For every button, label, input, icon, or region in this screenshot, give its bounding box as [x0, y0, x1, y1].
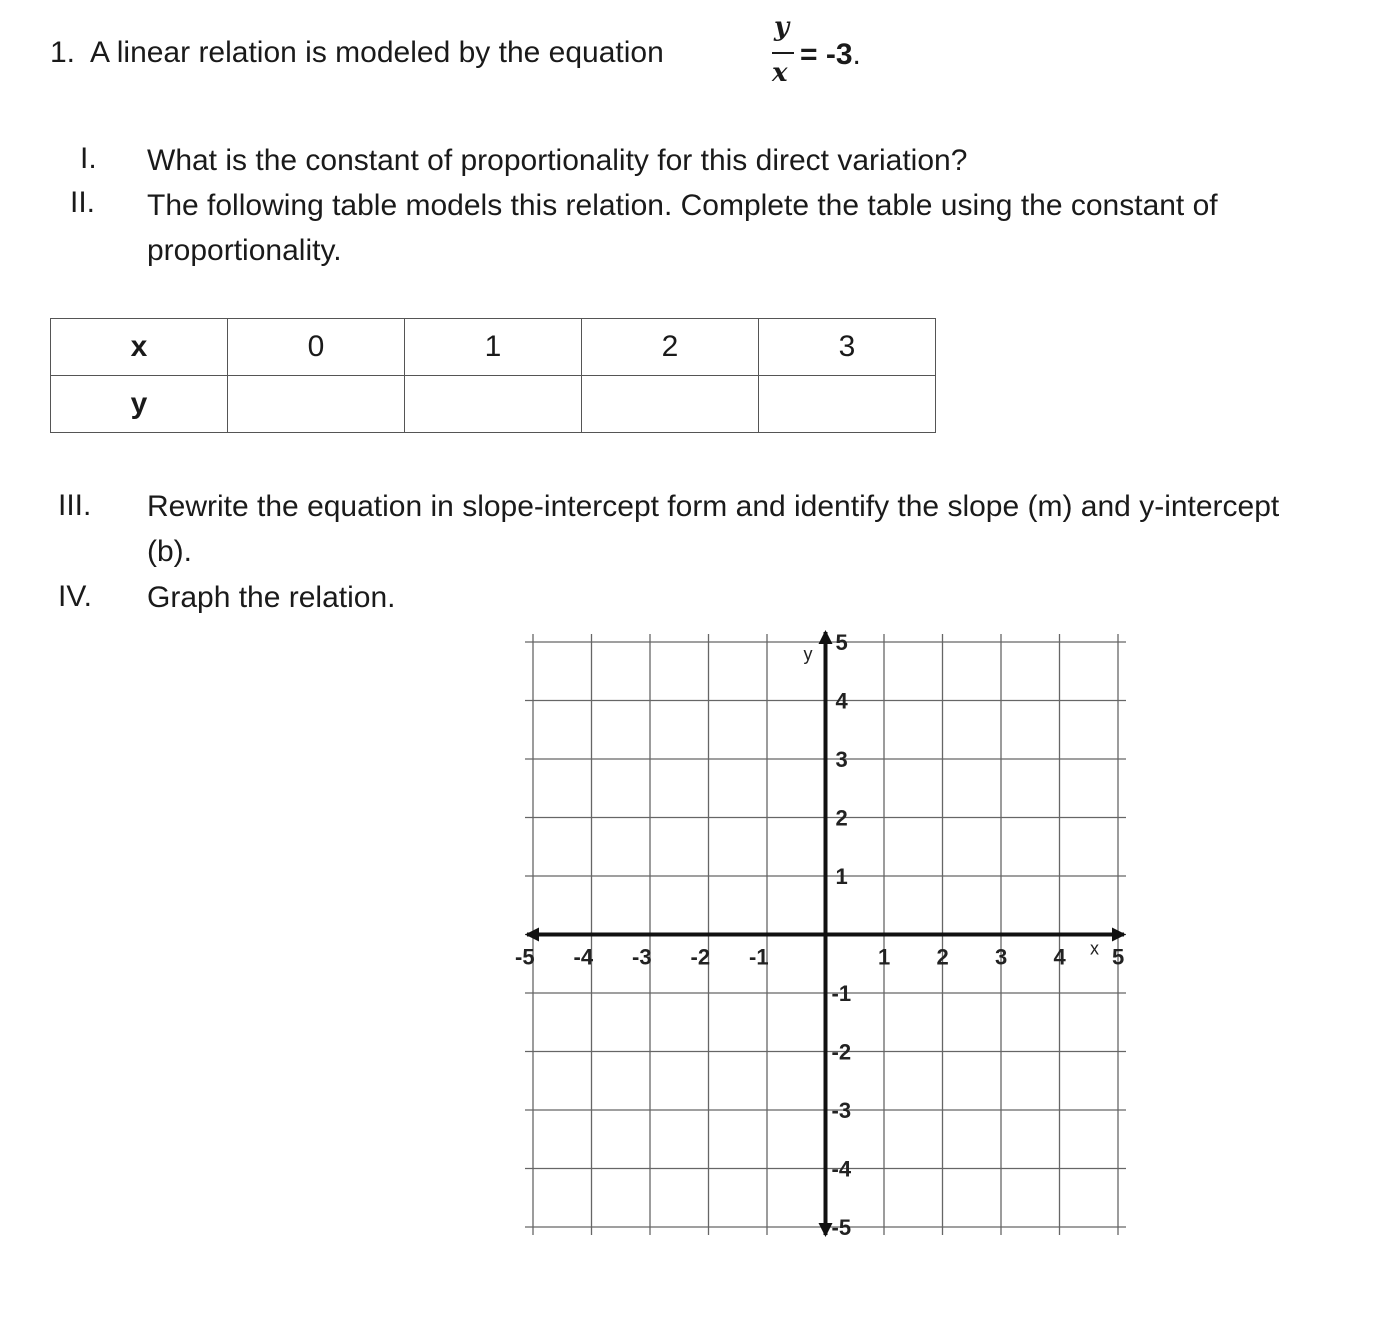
fraction-bar — [772, 52, 794, 54]
y-tick-label: 3 — [835, 747, 848, 772]
x-tick-label: -2 — [690, 944, 711, 970]
item-label-3: III. — [58, 489, 92, 522]
coordinate-grid[interactable] — [515, 625, 1150, 1250]
x-tick-label: -4 — [573, 944, 594, 970]
y-tick-label: -3 — [831, 1098, 852, 1123]
value-table — [50, 318, 936, 433]
item-text-1: What is the constant of proportionality for this direct variation? — [147, 144, 968, 177]
fraction-denominator: x — [772, 58, 788, 88]
x-tick-label: 2 — [936, 944, 949, 970]
equation-rhs — [800, 38, 861, 72]
question-text: A linear relation is modeled by the equation — [90, 36, 664, 69]
x-axis-arrow-left — [525, 928, 539, 942]
item-label-1: I. — [80, 142, 97, 175]
table-cell: 1 — [405, 319, 582, 376]
table-cell-blank[interactable] — [582, 376, 759, 433]
x-tick-label: 1 — [878, 944, 891, 970]
x-tick-label: 5 — [1112, 944, 1125, 970]
x-tick-label: -5 — [515, 944, 535, 970]
table-row-x — [51, 319, 936, 376]
fraction-numerator: y — [774, 12, 790, 42]
table-cell-blank[interactable] — [759, 376, 936, 433]
x-tick-label: 3 — [995, 944, 1008, 970]
question-line — [50, 36, 664, 70]
y-tick-label: -5 — [831, 1215, 852, 1240]
equation-period: . — [852, 38, 861, 71]
x-axis-label: x — [1090, 938, 1099, 959]
table-cell-blank[interactable] — [228, 376, 405, 433]
item-label-4: IV. — [58, 580, 92, 613]
y-tick-label: -2 — [831, 1039, 852, 1065]
item-label-2: II. — [70, 186, 96, 219]
table-cell: 0 — [228, 319, 405, 376]
item-text-4: Graph the relation. — [147, 581, 396, 614]
y-tick-label: 4 — [835, 688, 848, 714]
table-row-y — [51, 376, 936, 433]
y-tick-label: -4 — [831, 1156, 852, 1182]
y-axis-arrow-bottom — [819, 1223, 833, 1237]
item-text-3: Rewrite the equation in slope-intercept form and identify the slope (m) and y-intercept (b). — [147, 490, 1280, 568]
y-tick-label: 5 — [835, 630, 848, 655]
equation-value: = -3 — [800, 38, 853, 71]
y-tick-label: 1 — [835, 864, 848, 889]
item-text-2: The following table models this relation. Complete the table using the constant of proportionality. — [147, 189, 1218, 267]
x-tick-label: -1 — [749, 944, 769, 970]
x-axis-arrow-right — [1112, 928, 1126, 942]
table-cell: 3 — [759, 319, 936, 376]
y-tick-label: 2 — [835, 805, 848, 831]
y-axis-arrow-top — [819, 630, 833, 644]
y-axis-label: y — [803, 644, 813, 664]
x-tick-label: -3 — [632, 944, 652, 970]
x-tick-label: 4 — [1053, 944, 1066, 970]
table-cell: 2 — [582, 319, 759, 376]
question-number: 1. — [50, 36, 76, 69]
y-tick-label: -1 — [831, 981, 852, 1006]
table-cell-blank[interactable] — [405, 376, 582, 433]
table-header-y: y — [51, 376, 228, 433]
table-header-x: x — [51, 319, 228, 376]
